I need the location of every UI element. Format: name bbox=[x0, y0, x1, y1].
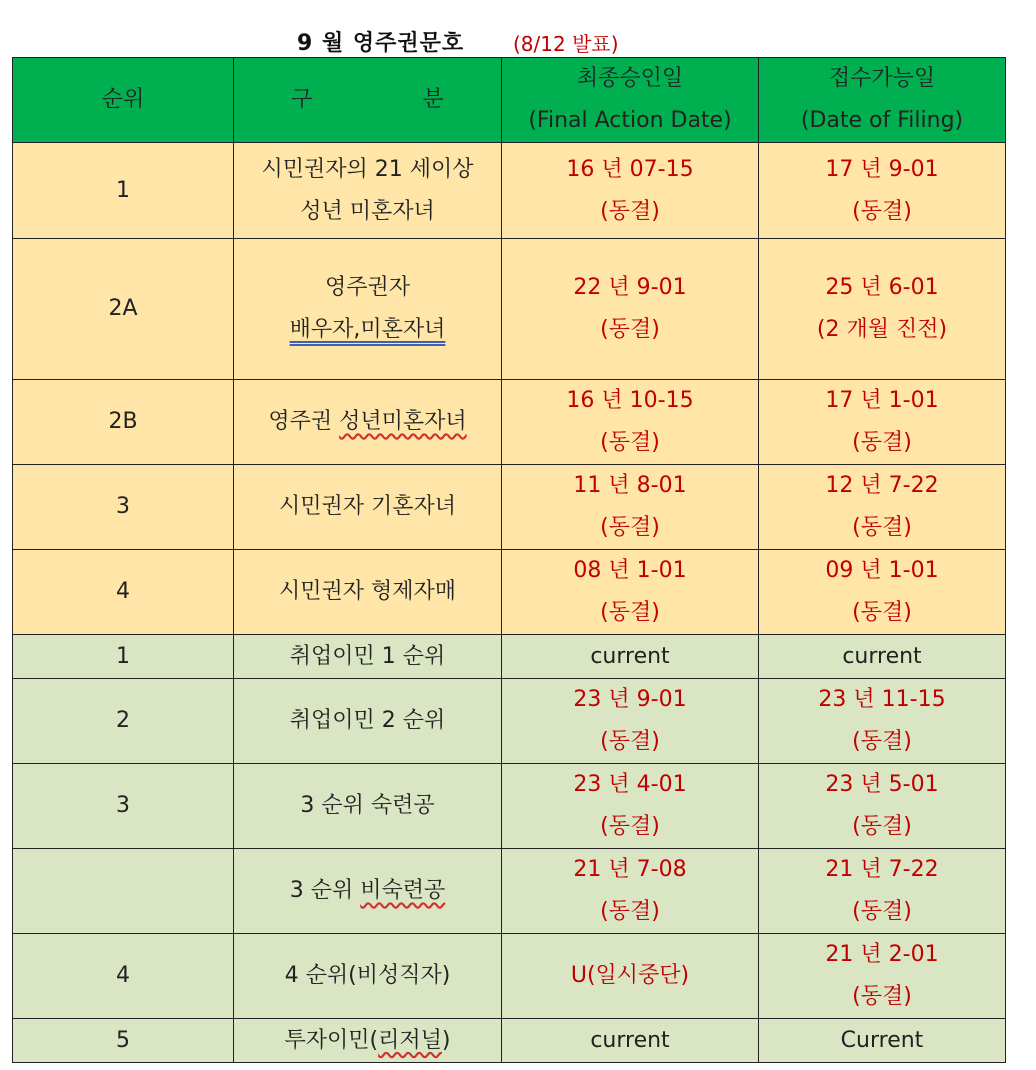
date-value: 23 년 11-15 bbox=[818, 687, 946, 712]
date-value: 23 년 4-01 bbox=[573, 772, 687, 797]
filing-cell bbox=[759, 465, 1006, 550]
table-row bbox=[13, 849, 1006, 934]
category-cell: 4 순위(비성직자) bbox=[234, 934, 502, 1019]
header-final-action-date bbox=[502, 58, 759, 143]
table-row bbox=[13, 1019, 1006, 1063]
date-value: 21 년 2-01 bbox=[825, 942, 939, 967]
date-value: 23 년 9-01 bbox=[573, 687, 687, 712]
date-value: 12 년 7-22 bbox=[825, 473, 939, 498]
table-row bbox=[13, 465, 1006, 550]
date-change: (동결) bbox=[852, 515, 912, 540]
table-row bbox=[13, 764, 1006, 849]
final-action-cell bbox=[502, 849, 759, 934]
category-line: 리저널 bbox=[378, 1027, 442, 1053]
category-line: 영주권자 bbox=[324, 275, 410, 300]
category-line: 영주권 bbox=[268, 409, 333, 434]
header-filing-en: (Date of Filing) bbox=[800, 108, 964, 133]
header-category-a: 구 bbox=[291, 87, 313, 112]
rank-cell: 3 bbox=[13, 465, 234, 550]
category-cell: 취업이민 2 순위 bbox=[234, 679, 502, 764]
date-value: 17 년 1-01 bbox=[825, 388, 939, 413]
header-category bbox=[234, 58, 502, 143]
rank-cell: 2B bbox=[13, 380, 234, 465]
visa-bulletin-table bbox=[12, 57, 1006, 1063]
table-row bbox=[13, 934, 1006, 1019]
category-cell bbox=[234, 380, 502, 465]
date-change: (동결) bbox=[852, 600, 912, 625]
category-cell: 3 순위 숙련공 bbox=[234, 764, 502, 849]
table-row bbox=[13, 550, 1006, 635]
final-action-cell: current bbox=[502, 635, 759, 679]
rank-cell: 1 bbox=[13, 635, 234, 679]
final-action-cell bbox=[502, 239, 759, 380]
filing-cell bbox=[759, 239, 1006, 380]
header-rank: 순위 bbox=[13, 58, 234, 143]
date-value: 23 년 5-01 bbox=[825, 772, 939, 797]
header-final-action-ko: 최종승인일 bbox=[576, 66, 684, 91]
date-change: (동결) bbox=[852, 984, 912, 1009]
date-change: (동결) bbox=[600, 814, 660, 839]
rank-cell: 2 bbox=[13, 679, 234, 764]
final-action-cell bbox=[502, 764, 759, 849]
date-change: (동결) bbox=[600, 430, 660, 455]
final-action-cell: U(일시중단) bbox=[502, 934, 759, 1019]
document-title bbox=[0, 22, 1036, 56]
rank-cell: 3 bbox=[13, 764, 234, 849]
date-change: (동결) bbox=[852, 729, 912, 754]
date-value: 17 년 9-01 bbox=[825, 156, 939, 182]
date-value: 09 년 1-01 bbox=[825, 558, 939, 583]
category-cell bbox=[234, 143, 502, 239]
date-change: (동결) bbox=[600, 317, 660, 342]
category-line: 성년미혼자녀 bbox=[339, 409, 467, 434]
date-value: 08 년 1-01 bbox=[573, 558, 687, 583]
date-change: (동결) bbox=[852, 430, 912, 455]
category-line: ) bbox=[441, 1027, 451, 1053]
rank-cell: 1 bbox=[13, 143, 234, 239]
filing-cell bbox=[759, 679, 1006, 764]
filing-cell: Current bbox=[759, 1019, 1006, 1063]
date-change: (동결) bbox=[600, 515, 660, 540]
category-line: 투자이민( bbox=[284, 1027, 379, 1053]
filing-cell bbox=[759, 764, 1006, 849]
table-row bbox=[13, 679, 1006, 764]
table-row bbox=[13, 239, 1006, 380]
final-action-cell bbox=[502, 550, 759, 635]
date-value: 16 년 07-15 bbox=[566, 156, 694, 182]
header-row bbox=[13, 58, 1006, 143]
final-action-cell bbox=[502, 679, 759, 764]
category-cell: 시민권자 형제자매 bbox=[234, 550, 502, 635]
date-change: (동결) bbox=[852, 198, 912, 224]
header-date-of-filing bbox=[759, 58, 1006, 143]
category-line: 3 순위 bbox=[289, 878, 354, 903]
final-action-cell: current bbox=[502, 1019, 759, 1063]
date-value: 22 년 9-01 bbox=[573, 275, 687, 300]
date-change: (동결) bbox=[600, 600, 660, 625]
category-cell: 시민권자 기혼자녀 bbox=[234, 465, 502, 550]
filing-cell: current bbox=[759, 635, 1006, 679]
date-value: 21 년 7-22 bbox=[825, 857, 939, 882]
rank-cell: 2A bbox=[13, 239, 234, 380]
rank-cell: 4 bbox=[13, 934, 234, 1019]
header-category-b: 분 bbox=[422, 87, 444, 112]
date-change: (2 개월 진전) bbox=[816, 317, 948, 342]
filing-cell bbox=[759, 143, 1006, 239]
header-filing-ko: 접수가능일 bbox=[828, 66, 936, 91]
date-change: (동결) bbox=[600, 729, 660, 754]
date-value: 16 년 10-15 bbox=[566, 388, 694, 413]
date-change: (동결) bbox=[852, 814, 912, 839]
rank-cell: 5 bbox=[13, 1019, 234, 1063]
table-row bbox=[13, 635, 1006, 679]
category-cell bbox=[234, 239, 502, 380]
filing-cell bbox=[759, 934, 1006, 1019]
table-row bbox=[13, 380, 1006, 465]
date-change: (동결) bbox=[600, 198, 660, 224]
title-announcement-date: (8/12 발표) bbox=[513, 32, 619, 56]
header-final-action-en: (Final Action Date) bbox=[528, 108, 732, 133]
date-value: 11 년 8-01 bbox=[573, 473, 687, 498]
final-action-cell bbox=[502, 465, 759, 550]
title-main: 9 월 영주권문호 bbox=[297, 31, 465, 56]
category-line: 비숙련공 bbox=[360, 878, 446, 903]
category-line: 배우자,미혼자녀 bbox=[289, 317, 446, 342]
final-action-cell bbox=[502, 143, 759, 239]
category-line: 성년 미혼자녀 bbox=[300, 198, 435, 224]
category-cell bbox=[234, 849, 502, 934]
rank-cell bbox=[13, 849, 234, 934]
date-value: 25 년 6-01 bbox=[825, 275, 939, 300]
table-row bbox=[13, 143, 1006, 239]
category-cell bbox=[234, 1019, 502, 1063]
rank-cell: 4 bbox=[13, 550, 234, 635]
final-action-cell bbox=[502, 380, 759, 465]
filing-cell bbox=[759, 380, 1006, 465]
filing-cell bbox=[759, 849, 1006, 934]
filing-cell bbox=[759, 550, 1006, 635]
date-change: (동결) bbox=[600, 899, 660, 924]
date-change: (동결) bbox=[852, 899, 912, 924]
date-value: 21 년 7-08 bbox=[573, 857, 687, 882]
category-cell: 취업이민 1 순위 bbox=[234, 635, 502, 679]
category-line: 시민권자의 21 세이상 bbox=[261, 156, 474, 182]
